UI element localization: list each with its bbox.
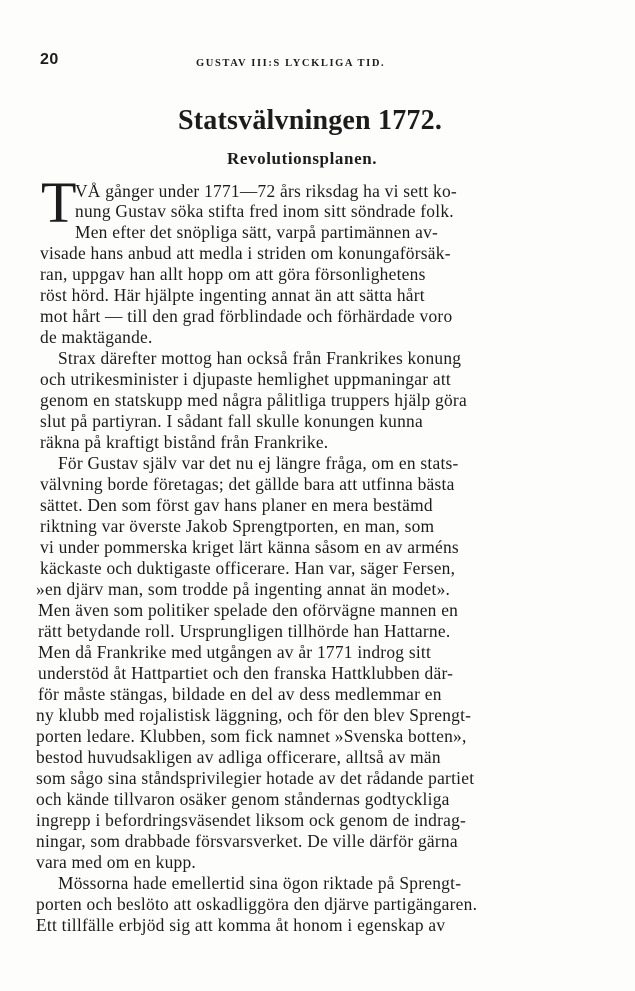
text-line: »en djärv man, som trodde på ingenting annat än modet». [36,579,451,599]
page-number: 20 [40,51,59,68]
text-line: välvning borde företagas; det gällde bara att utfinna bästa [40,474,455,494]
text-line: för måste stängas, bildade en del av dess medlemmar en [38,684,442,704]
text-line: porten och beslöto att oskadliggöra den djärve partigängaren. [36,894,478,914]
text-line: och utrikesminister i djupaste hemlighet uppmaningar att [40,369,451,389]
text-line: riktning var överste Jakob Sprengtporten, en man, som [40,516,435,536]
text-line: vara med om en kupp. [36,852,197,872]
text-line: vi under pommerska kriget lärt känna såsom en av arméns [40,537,459,557]
running-head: GUSTAV III:S LYCKLIGA TID. [196,58,386,69]
text-line: rätt betydande roll. Ursprungligen tillhörde han Hattarne. [38,621,451,641]
text-line: som sågo sina ståndsprivilegier hotade av det rådande partiet [36,768,475,788]
text-line: räkna på kraftigt bistånd från Frankrike. [40,432,329,452]
text-line: slut på partiyran. I sådant fall skulle konungen kunna [40,411,423,431]
text-line: ingrepp i befordringsväsendet liksom ock genom de indrag- [36,810,467,830]
text-line: porten ledare. Klubben, som fick namnet »Svenska botten», [36,726,467,746]
text-line: röst hörd. Här hjälpte ingenting annat än att sätta hårt [40,285,425,305]
text-line: Ett tillfälle erbjöd sig att komma åt honom i egenskap av [36,915,446,935]
text-line: För Gustav själv var det nu ej längre fråga, om en stats- [58,453,459,473]
drop-cap: T [41,170,77,235]
text-line: genom en statskupp med några pålitliga truppers hjälp göra [40,390,467,410]
chapter-title: Statsvälvningen 1772. [178,105,443,136]
text-line: ny klubb med rojalistisk läggning, och för den blev Sprengt- [36,705,472,725]
text-line: visade hans anbud att medla i striden om konungaförsäk- [40,243,451,263]
text-line: de maktägande. [40,327,153,347]
text-line: och kände tillvaron osäker genom ståndernas godtyckliga [36,789,450,809]
section-subtitle: Revolutionsplanen. [227,149,378,168]
text-line: nung Gustav söka stifta fred inom sitt söndrade folk. [75,201,454,221]
text-line: understöd åt Hattpartiet och den franska Hattklubben där- [38,663,454,683]
text-line: Men då Frankrike med utgången av år 1771 indrog sitt [38,642,432,662]
text-line: Strax därefter mottog han också från Frankrikes konung [58,348,462,368]
text-line: Mössorna hade emellertid sina ögon riktade på Sprengt- [58,873,462,893]
text-line: VÅ gånger under 1771—72 års riksdag ha vi sett ko- [75,181,457,201]
text-line: Men även som politiker spelade den oförvägne mannen en [38,600,459,620]
text-line: Men efter det snöpliga sätt, varpå partimännen av- [75,222,439,242]
text-line: ran, uppgav han allt hopp om att göra försonlighetens [40,264,426,284]
text-line: mot hårt — till den grad förblindade och förhärdade voro [40,306,453,326]
text-line: bestod huvudsakligen av adliga officerare, alltså av män [36,747,441,767]
text-line: käckaste och duktigaste officerare. Han var, säger Fersen, [40,558,456,578]
text-line: sättet. Den som först gav hans planer en mera bestämd [40,495,433,515]
text-line: ningar, som drabbade försvarsverket. De ville därför gärna [36,831,458,851]
